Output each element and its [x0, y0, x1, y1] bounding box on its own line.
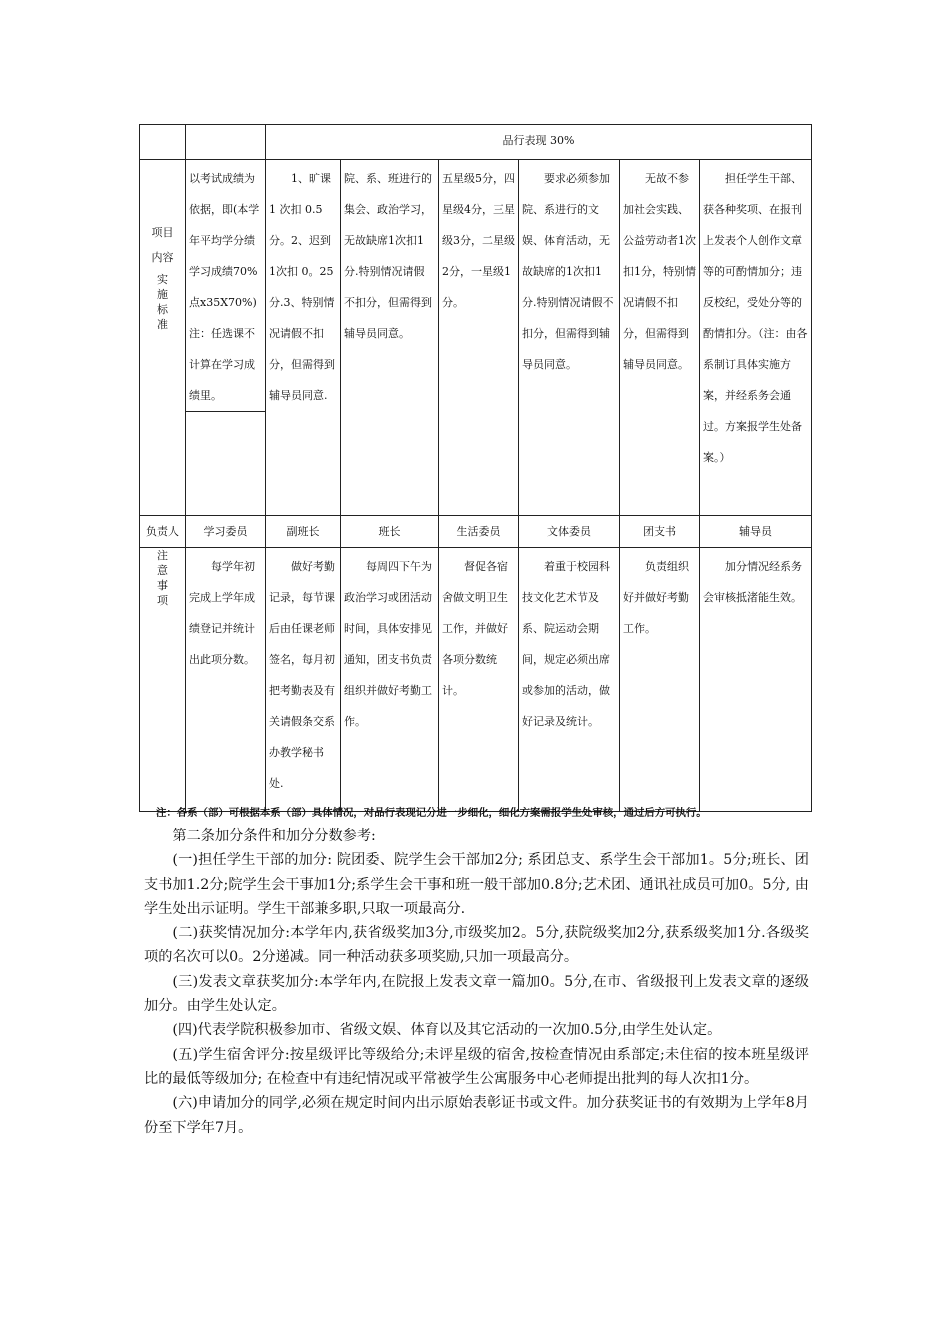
responsible-league: 团支书: [620, 516, 700, 548]
header-conduct-text: 品行表现 30%: [502, 134, 575, 147]
note-col7: 加分情况经系务会审核抵渚能生效。: [700, 548, 812, 812]
notes-label-vertical: [140, 548, 185, 608]
paragraph-activities: (四)代表学院积极参加市、省级文娱、体育以及其它活动的一次加0.5分,由学生处认定。: [172, 1022, 722, 1039]
row-label-vertical: [140, 272, 185, 332]
note-col6: 负责组织好并做好考勤工作。: [620, 548, 700, 812]
responsible-monitor: 班长: [341, 516, 439, 548]
vertical-char: 实: [157, 273, 168, 286]
content-col7-text: 担任学生干部、获各种奖项、在报刊上发表个人创作文章等的可酌情加分；违反校纪，受处分等的酌情扣分。（注：由各系制订具体实施方案，并经系务会通过。方案报学生处备案。）: [703, 172, 808, 464]
note-col5: 着重于校园科技文化艺术节及系、院运动会期间，规定必须出席或参加的活动，做好记录及统计。: [519, 548, 620, 812]
content-col6: [620, 160, 700, 516]
paragraph-dormitory: (五)学生宿舍评分:按星级评比等级给分;未评星级的宿舍,按检查情况由系部定;未住宿的按本班星级评比的最低等级加分; 在检查中有违纪情况或平常被学生公寓服务中心老师提出批判的每人次扣1分。: [144, 1046, 809, 1087]
row-label-content: [140, 160, 186, 516]
vertical-char: 施: [157, 288, 168, 301]
vertical-char: 事: [157, 579, 168, 592]
content-col1-bottom: [186, 412, 266, 516]
paragraph-cadre: (一)担任学生干部的加分: 院团委、院学生会干部加2分; 系团总支、系学生会干部加1。5分;班长、团支书加1.2分;院学生会干事加1分;系学生会干事和班一般干部加0.8分;艺术团、通讯社成员可加0。5分, 由学生处出示证明。学生干部兼多职,只取一项最高分.: [144, 852, 809, 917]
content-col1-top: [186, 160, 266, 412]
header-conduct: [266, 125, 812, 160]
content-col1-note: 注：任选课不计算在学习成绩里。: [189, 327, 255, 402]
content-col4-text: 五星级5分，四星级4分，三星级3分，二星级2分，一星级1分。: [442, 172, 515, 309]
paragraph-application: (六)申请加分的同学,必须在规定时间内出示原始表彰证书或文件。加分获奖证书的有效期为上学年8月份至下学年7月。: [144, 1095, 809, 1136]
header-blank-2: [186, 125, 266, 160]
content-col3: [341, 160, 439, 516]
vertical-char: 准: [157, 318, 168, 331]
responsible-study: 学习委员: [186, 516, 266, 548]
content-col7: [700, 160, 812, 516]
responsible-culture: 文体委员: [519, 516, 620, 548]
note-col2: 做好考勤记录，每节课后由任课老师签名，每月初把考勤表及有关请假条交系办教学秘书处.: [266, 548, 341, 812]
content-col2-text: 1、旷课 1 次扣 0.5 分。2、迟到1次扣 0。25 分.3、特别情况请假不扣分，但需得到辅导员同意.: [269, 172, 335, 402]
evaluation-table: [139, 124, 812, 812]
header-blank-1: [140, 125, 186, 160]
row-label-line-2: 内容: [151, 251, 174, 264]
vertical-char: 意: [157, 564, 168, 577]
article-heading: 第二条加分条件和加分分数参考:: [172, 828, 376, 844]
table-footnote: 注：各系（部）可根据本系（部）具体情况，对品行表现记分进一步细化，细化方案需报学生处审核，通过后方可执行。: [156, 807, 707, 819]
responsible-label: 负责人: [140, 516, 186, 548]
content-col1-text: 以考试成绩为依据，即(本学年平均学分绩学习成绩70%点x35X70%): [189, 172, 260, 309]
responsible-life: 生活委员: [439, 516, 519, 548]
row-label-line-1: 项目: [151, 226, 174, 239]
note-col3: 每周四下午为政治学习或团活动时间，具体安排见通知，团支书负责组织并做好考勤工作。: [341, 548, 439, 812]
body-text: [144, 824, 809, 1140]
responsible-vice-monitor: 副班长: [266, 516, 341, 548]
content-col5-text: 要求必须参加院、系进行的文娱、体育活动，无故缺席的1次扣1分.特别情况请假不扣分，但需得到辅导员同意。: [522, 172, 614, 371]
notes-label: [140, 548, 186, 812]
content-col2: [266, 160, 341, 516]
content-col3-text: 院、系、班进行的集会、政治学习，无故缺席1次扣1分.特别情况请假不扣分，但需得到辅导员同意。: [344, 172, 432, 340]
vertical-char: 注: [157, 549, 168, 562]
vertical-char: 项: [157, 594, 168, 607]
content-col4: [439, 160, 519, 516]
content-col5: [519, 160, 620, 516]
paragraph-articles: (三)发表文章获奖加分:本学年内,在院报上发表文章一篇加0。5分,在市、省级报刊上发表文章的逐级加分。由学生处认定。: [144, 973, 809, 1015]
note-col4: 督促各宿舍做文明卫生工作，并做好各项分数统计。: [439, 548, 519, 812]
responsible-counselor: 辅导员: [700, 516, 812, 548]
note-col1: 每学年初完成上学年成绩登记并统计出此项分数。: [186, 548, 266, 812]
vertical-char: 标: [157, 303, 168, 316]
paragraph-awards: (二)获奖情况加分:本学年内,获省级奖加3分,市级奖加2。5分,获院级奖加2分,获系级奖加1分.各级奖项的名次可以0。2分递减。同一种活动获多项奖励,只加一项最高分。: [144, 925, 809, 966]
content-col6-text: 无故不参加社会实践、公益劳动者1次扣1分，特别情况请假不扣分，但需得到辅导员同意。: [623, 172, 696, 371]
